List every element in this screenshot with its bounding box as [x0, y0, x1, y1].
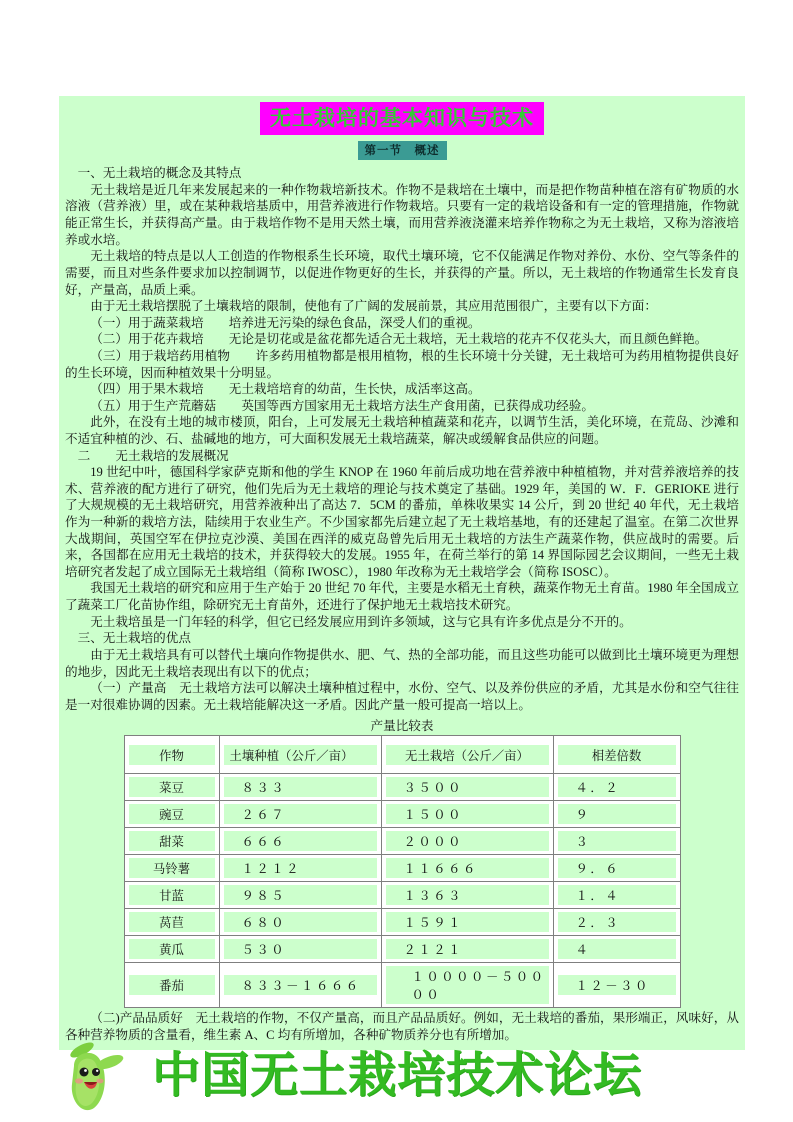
paragraph-history: 19 世纪中叶，德国科学家萨克斯和他的学生 KNOP 在 1960 年前后成功地在营养液中种植植物，并对营养液培养的技术、营养液的配方进行了研究，他们先后为无土栽培的理论与技术奠定了基础。1929 年，美国的 W．F．GERIOKE 进行了大规规模的无土栽培研究，用营养液种出了高达 7．5CM 的番茄，单株收果实 14 公斤，到 20 世纪 40 年代，无土栽培作为一种新的栽培方法，陆续用于农业生产。不少国家都先后建立起了无土栽培基地，有的还建起了温室。在第二次世界大战期间，英国空军在伊拉克沙漠、美国在西洋的威克岛曾先后用无土栽培的方法生产蔬菜作物，供应战时的需要。后来，各国都在应用无土栽培的技术，并获得较大的发展。1955 年，在荷兰举行的第 14 界国际园艺会议期间，一些无土栽培研究者发起了成立国际无土栽培组（简称 IWOSC），1980 年改称为无土栽培学会（简称 ISOSC）。	[65, 465, 739, 579]
cell-crop: 马铃薯	[124, 855, 219, 882]
cell-soilless: １３６３	[381, 882, 553, 909]
cell-soil: ２６７	[219, 801, 381, 828]
header-cell-soilless: 无土栽培（公斤／亩）	[381, 736, 553, 774]
cell-soilless: １１６６６	[381, 855, 553, 882]
heading-section-two: 二 无土栽培的发展概况	[77, 448, 229, 463]
cell-soil: ５３０	[219, 936, 381, 963]
paragraph-applications-intro: 由于无土栽培摆脱了土壤栽培的限制，使他有了广阔的发展前景，其应用范围很广，主要有以下方面：	[90, 299, 657, 314]
list-item-mushrooms: （五）用于生产荒蘑菇 英国等西方国家用无土栽培方法生产食用菌，已获得成功经验。	[90, 398, 594, 413]
paragraph-advantage-yield: （一）产量高 无土栽培方法可以解决土壤种植过程中，水份、空气、以及养份供应的矛盾，尤其是水份和空气往往是一对很难协调的因素。无土栽培能解决这一矛盾。因此产量一般可提高一培以上。	[65, 681, 739, 712]
cell-ratio: ４．２	[553, 774, 680, 801]
forum-logo-text: 中国无土栽培技术论坛	[152, 1047, 643, 1103]
table-row	[124, 963, 680, 1008]
header-cell-soil: 土壤种植（公斤／亩）	[219, 736, 381, 774]
cell-soil: ９８５	[219, 882, 381, 909]
header-cell-crop: 作物	[124, 736, 219, 774]
yield-comparison-table	[124, 735, 681, 1008]
paragraph-concept-1: 无土栽培是近几年来发展起来的一种作物栽培新技术。作物不是栽培在土壤中，而是把作物苗种植在溶有矿物质的水溶液（营养液）里，或在某种栽培基质中，用营养液进行作物栽培。只要有一定的栽培设备和有一定的管理措施，作物就能正常生长，并获得高产量。由于栽培作物不是用天然土壤，而用营养液浇灌来培养作物称之为无土栽培，又称为溶液培养或水培。	[65, 182, 739, 247]
cell-soilless: ２０００	[381, 828, 553, 855]
cell-soilless: ３５００	[381, 774, 553, 801]
cell-crop: 菜豆	[124, 774, 219, 801]
title-container	[65, 102, 739, 135]
subtitle-container	[65, 141, 739, 160]
cell-crop: 番茄	[124, 963, 219, 1008]
table-row	[124, 855, 680, 882]
table-header-row	[124, 736, 680, 774]
header-cell-ratio: 相差倍数	[553, 736, 680, 774]
cell-soilless: １５９１	[381, 909, 553, 936]
table-row	[124, 909, 680, 936]
cell-ratio: ９．６	[553, 855, 680, 882]
cell-soil: ６６６	[219, 828, 381, 855]
cell-crop: 莴苣	[124, 909, 219, 936]
cell-soil: ８３３－１６６６	[219, 963, 381, 1008]
paragraph-young-science: 无土栽培虽是一门年轻的科学，但它已经发展应用到许多领域，这与它具有许多优点是分不开的。	[90, 614, 632, 629]
cell-ratio: ３	[553, 828, 680, 855]
cell-crop: 黄瓜	[124, 936, 219, 963]
cell-ratio: ９	[553, 801, 680, 828]
list-item-medicinal-plants: （三）用于栽培药用植物 许多药用植物都是根用植物，根的生长环境十分关键，无土栽培可为药用植物提供良好的生长环境，因而种植效果十分明显。	[65, 348, 739, 380]
cell-soilless: １５００	[381, 801, 553, 828]
table-row	[124, 936, 680, 963]
heading-section-three: 三、无土栽培的优点	[77, 631, 191, 646]
cell-soil: ８３３	[219, 774, 381, 801]
section-subtitle: 第一节 概述	[358, 141, 447, 160]
paragraph-china-research: 我国无土栽培的研究和应用于生产始于 20 世纪 70 年代，主要是水稻无土育秧，蔬菜作物无土育苗。1980 年全国成立了蔬菜工厂化苗协作组，除研究无土育苗外，还进行了保护地无土栽培技术研究。	[65, 581, 739, 613]
table-caption: 产量比较表	[370, 719, 434, 734]
heading-section-one: 一、无土栽培的概念及其特点	[77, 166, 242, 181]
table-row	[124, 882, 680, 909]
cell-ratio: ４	[553, 936, 680, 963]
paragraph-advantage-quality: （二)产品品质好 无土栽培的作物，不仅产量高，而且产品品质好。例如，无土栽培的番茄，果形端正，风味好，从各种营养物质的含量看，维生素 A、C 均有所增加，各种矿物质养分也有所增加。	[65, 1011, 739, 1042]
cell-soil: １２１２	[219, 855, 381, 882]
cell-ratio: １２－３０	[553, 963, 680, 1008]
cell-soil: ６８０	[219, 909, 381, 936]
table-row	[124, 774, 680, 801]
paragraph-concept-2: 无土栽培的特点是以人工创造的作物根系生长环境，取代土壤环境，它不仅能满足作物对养份、水份、空气等条件的需要，而且对些条件要求加以控制调节，以促进作物更好的生长，并获得的产量。所以，无土栽培的作物通常生长发育良好，产量高，品质上乘。	[65, 249, 739, 297]
page-title: 无土栽培的基本知识与技术	[260, 102, 544, 135]
list-item-flowers: （二）用于花卉栽培 无论是切花或是盆花都先适合无土栽培，无土栽培的花卉不仅花头大，而且颜色鲜艳。	[90, 332, 708, 347]
cell-crop: 豌豆	[124, 801, 219, 828]
green-bean-mascot-icon	[62, 1036, 150, 1114]
table-row	[124, 828, 680, 855]
forum-logo	[62, 1036, 732, 1114]
table-row	[124, 801, 680, 828]
cell-soilless: ２１２１	[381, 936, 553, 963]
list-item-vegetables: （一）用于蔬菜栽培 培养进无污染的绿色食品，深受人们的重视。	[90, 315, 481, 330]
cell-ratio: １．４	[553, 882, 680, 909]
paragraph-advantages-intro: 由于无土栽培具有可以替代土壤向作物提供水、肥、气、热的全部功能，而且这些功能可以做到比土壤环境更为理想的地步，因此无土栽培表现出有以下的优点；	[65, 647, 739, 679]
cell-crop: 甘蓝	[124, 882, 219, 909]
list-item-fruit-trees: （四）用于果木栽培 无土栽培培育的幼苗，生长快，成活率这高。	[90, 382, 481, 397]
cell-soilless: １００００－５００００	[381, 963, 553, 1008]
paragraph-urban-cultivation: 此外，在没有土地的城市楼顶，阳台，上可发展无土栽培种植蔬菜和花卉，以调节生活，美化环境，在荒岛、沙滩和不适宜种植的沙、石、盐碱地的地方，可大面积发展无土栽培蔬菜，解决或缓解食品供应的问题。	[65, 415, 739, 446]
document-body	[59, 96, 745, 1050]
cell-ratio: ２．３	[553, 909, 680, 936]
cell-crop: 甜菜	[124, 828, 219, 855]
